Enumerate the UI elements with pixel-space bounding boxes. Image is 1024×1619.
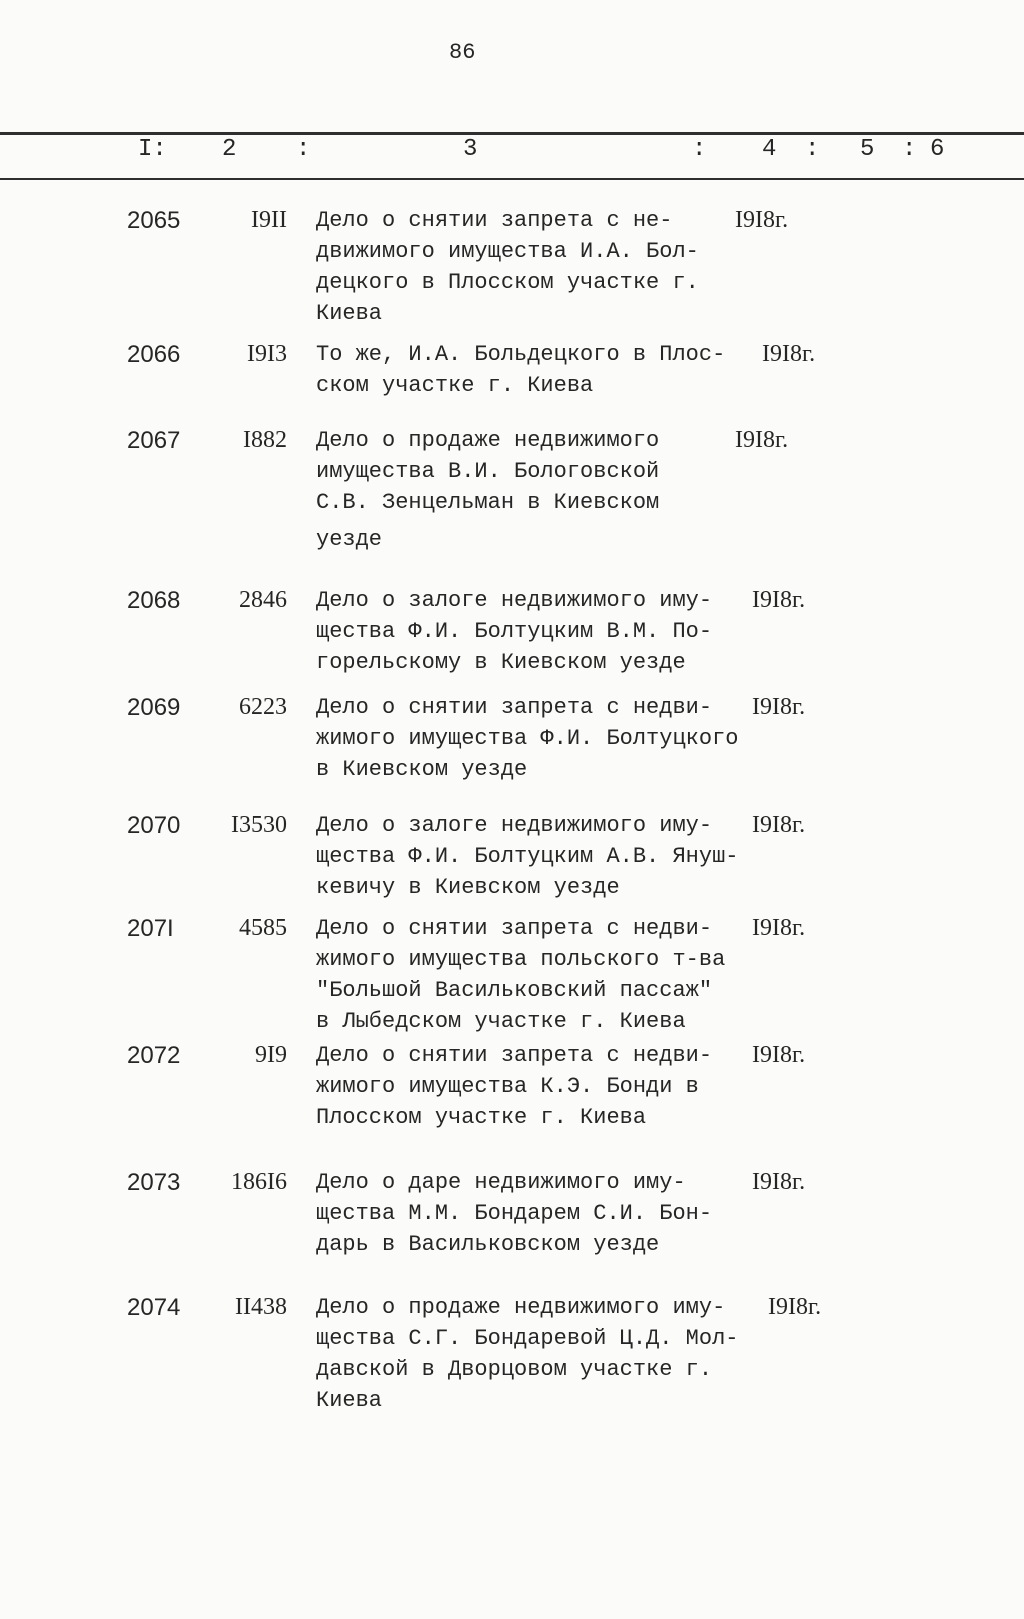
description-line: Дело о снятии запрета с недви- <box>316 695 713 720</box>
description-line: ском участке г. Киева <box>316 373 594 398</box>
description-line: Дело о продаже недвижимого <box>316 428 660 453</box>
item-number: 2068 <box>127 587 181 614</box>
description-line: Дело о залоге недвижимого иму- <box>316 588 713 613</box>
item-old-number: I3530 <box>231 812 287 838</box>
description-line: дарь в Васильковском уезде <box>316 1232 660 1257</box>
description-line: жимого имущества Ф.И. Болтуцкого <box>316 726 739 751</box>
description-line: Дело о снятии запрета с недви- <box>316 916 713 941</box>
description-line: щества Ф.И. Болтуцким А.В. Януш- <box>316 844 739 869</box>
item-date: I9I8г. <box>752 915 806 941</box>
description-line: жимого имущества польского т-ва <box>316 947 726 972</box>
col-head-1: I: <box>138 136 167 163</box>
description-line: С.В. Зенцельман в Киевском <box>316 490 660 515</box>
col-head-4: 4 <box>762 136 777 163</box>
header-rule-bottom <box>0 178 1024 180</box>
item-date: I9I8г. <box>752 812 806 838</box>
item-old-number: 6223 <box>239 694 287 720</box>
item-old-number: 4585 <box>239 915 287 941</box>
item-description <box>316 425 746 555</box>
item-description <box>316 205 746 329</box>
col-head-sep: : <box>296 136 311 163</box>
description-line: жимого имущества К.Э. Бонди в <box>316 1074 699 1099</box>
description-line: Киева <box>316 301 383 326</box>
description-line: горельскому в Киевском уезде <box>316 650 686 675</box>
item-old-number: I9I3 <box>247 341 287 367</box>
item-number: 207I <box>127 915 174 942</box>
description-line: Дело о даре недвижимого иму- <box>316 1170 686 1195</box>
description-line: Дело о продаже недвижимого иму- <box>316 1295 726 1320</box>
col-head-3: 3 <box>463 136 478 163</box>
description-line: Дело о снятии запрета с недви- <box>316 1043 713 1068</box>
col-head-2: 2 <box>222 136 237 163</box>
item-number: 2074 <box>127 1294 181 1321</box>
item-date: I9I8г. <box>752 1042 806 1068</box>
col-head-sep: : <box>692 136 707 163</box>
item-date: I9I8г. <box>752 587 806 613</box>
item-number: 2067 <box>127 427 181 454</box>
item-description <box>316 1167 746 1260</box>
item-old-number: 2846 <box>239 587 287 613</box>
item-old-number: II438 <box>235 1294 287 1320</box>
col-head-sep: : <box>902 136 917 163</box>
page-number: 86 <box>449 40 476 65</box>
description-line: "Большой Васильковский пассаж" <box>316 978 713 1003</box>
description-line: Киева <box>316 1388 383 1413</box>
item-number: 2069 <box>127 694 181 721</box>
description-line: Дело о снятии запрета с не- <box>316 208 673 233</box>
description-line: кевичу в Киевском уезде <box>316 875 620 900</box>
item-date: I9I8г. <box>768 1294 822 1320</box>
description-line: Дело о залоге недвижимого иму- <box>316 813 713 838</box>
item-date: I9I8г. <box>735 207 789 233</box>
item-date: I9I8г. <box>752 694 806 720</box>
col-head-6: 6 <box>930 136 945 163</box>
description-line: в Лыбедском участке г. Киева <box>316 1009 686 1034</box>
item-description <box>316 1040 746 1133</box>
col-head-5: 5 <box>860 136 875 163</box>
description-line: уезде <box>316 527 383 552</box>
description-line: щества М.М. Бондарем С.И. Бон- <box>316 1201 713 1226</box>
item-date: I9I8г. <box>762 341 816 367</box>
description-line: в Киевском уезде <box>316 757 528 782</box>
item-description <box>316 913 746 1037</box>
item-description <box>316 585 746 678</box>
item-old-number: 186I6 <box>231 1169 287 1195</box>
header-rule-top <box>0 132 1024 135</box>
col-head-sep: : <box>805 136 820 163</box>
item-old-number: I9II <box>251 207 287 233</box>
item-number: 2066 <box>127 341 181 368</box>
description-line: щества Ф.И. Болтуцким В.М. По- <box>316 619 713 644</box>
item-date: I9I8г. <box>735 427 789 453</box>
item-number: 2072 <box>127 1042 181 1069</box>
description-line: щества С.Г. Бондаревой Ц.Д. Мол- <box>316 1326 739 1351</box>
description-line: Плосском участке г. Киева <box>316 1105 647 1130</box>
description-line: То же, И.А. Больдецкого в Плос- <box>316 342 726 367</box>
item-date: I9I8г. <box>752 1169 806 1195</box>
item-description <box>316 692 746 785</box>
item-old-number: 9I9 <box>255 1042 287 1068</box>
item-old-number: I882 <box>243 427 287 453</box>
description-line: децкого в Плосском участке г. <box>316 270 699 295</box>
item-number: 2070 <box>127 812 181 839</box>
description-line: имущества В.И. Бологовской <box>316 459 660 484</box>
item-description <box>316 1292 746 1416</box>
item-number: 2065 <box>127 207 181 234</box>
item-description <box>316 810 746 903</box>
description-line: движимого имущества И.А. Бол- <box>316 239 699 264</box>
description-line: давской в Дворцовом участке г. <box>316 1357 713 1382</box>
item-description <box>316 339 746 401</box>
item-number: 2073 <box>127 1169 181 1196</box>
